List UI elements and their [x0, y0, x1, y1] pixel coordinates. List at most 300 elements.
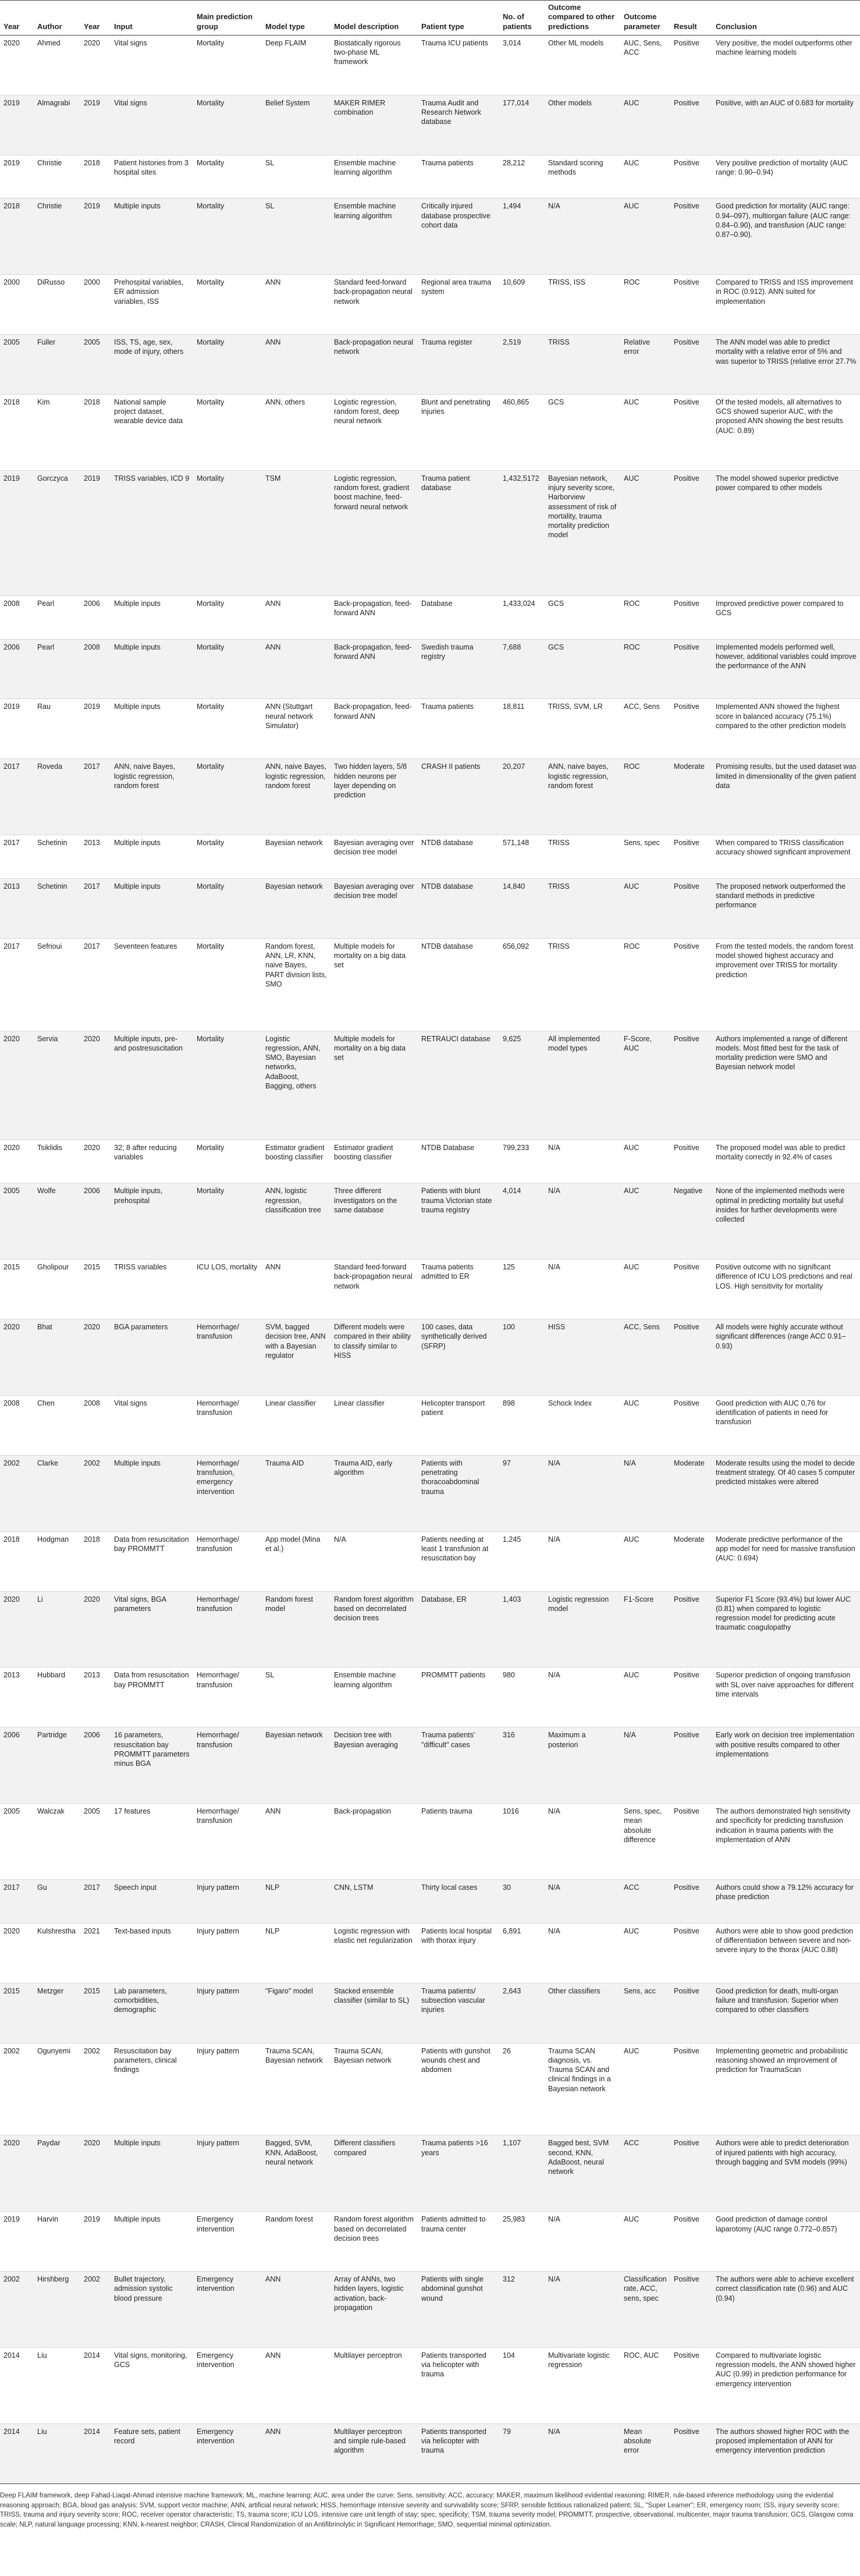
year-cell-2: 2006 — [80, 595, 111, 639]
patients-count-cell: 7,688 — [499, 639, 545, 699]
patients-count-cell: 14,840 — [499, 878, 545, 938]
author-cell: DiRusso — [34, 275, 80, 335]
table-row — [0, 2272, 860, 2348]
outcome-compared-cell: Schock Index — [545, 1395, 620, 1455]
year-cell: 2018 — [0, 1531, 34, 1591]
year-cell: 2018 — [0, 394, 34, 470]
input-cell: Prehospital variables, ER admission variables, ISS — [111, 275, 193, 335]
input-cell: Text-based inputs — [111, 1923, 193, 1983]
prediction-group-cell: Injury pattern — [193, 1983, 262, 2043]
patient-type-cell: Database — [418, 595, 499, 639]
year-cell-2: 2020 — [80, 1031, 111, 1140]
patients-count-cell: 79 — [499, 2424, 545, 2483]
outcome-parameter-cell: AUC — [620, 1259, 670, 1319]
table-row — [0, 2347, 860, 2424]
conclusion-cell: Authors could show a 79.12% accuracy for phase prediction — [712, 1879, 860, 1923]
author-cell: Roveda — [34, 759, 80, 835]
patient-type-cell: Database, ER — [418, 1591, 499, 1667]
author-cell: Hirshberg — [34, 2272, 80, 2348]
year-cell-2: 2013 — [80, 1667, 111, 1727]
year-cell-2: 2020 — [80, 1140, 111, 1183]
outcome-parameter-cell: AUC — [620, 1667, 670, 1727]
input-cell: Lab parameters, comorbidities, demographic — [111, 1983, 193, 2043]
prediction-group-cell: Mortality — [193, 95, 262, 155]
outcome-compared-cell: Other classifiers — [545, 1983, 620, 2043]
author-cell: Partridge — [34, 1727, 80, 1804]
year-cell-2: 2018 — [80, 394, 111, 470]
conclusion-cell: When compared to TRISS classification accuracy showed significant improvement — [712, 835, 860, 879]
patients-count-cell: 100 — [499, 1319, 545, 1396]
year-cell-2: 2020 — [80, 1591, 111, 1667]
outcome-parameter-cell: ROC, AUC — [620, 2347, 670, 2424]
model-type-cell: SL — [262, 1667, 331, 1727]
patients-count-cell: 1,107 — [499, 2135, 545, 2212]
model-description-cell: CNN, LSTM — [331, 1879, 418, 1923]
patients-count-cell: 104 — [499, 2347, 545, 2424]
year-cell-2: 2015 — [80, 1983, 111, 2043]
outcome-compared-cell: TRISS, SVM, LR — [545, 699, 620, 759]
outcome-parameter-cell: Sens, acc — [620, 1983, 670, 2043]
table-row — [0, 1727, 860, 1804]
result-cell: Positive — [670, 35, 712, 95]
patients-count-cell: 20,207 — [499, 759, 545, 835]
author-cell: Ogunyemi — [34, 2043, 80, 2135]
patient-type-cell: Trauma register — [418, 335, 499, 395]
conclusion-header: Conclusion — [712, 1, 860, 36]
patients-count-cell: 980 — [499, 1667, 545, 1727]
model-description-cell: Bayesian averaging over decision tree model — [331, 835, 418, 879]
model-description-cell: Stacked ensemble classifier (similar to SL) — [331, 1983, 418, 2043]
prediction-group-cell: Emergency intervention — [193, 2272, 262, 2348]
result-cell: Positive — [670, 2212, 712, 2272]
patient-type-header: Patient type — [418, 1, 499, 36]
patients-count-cell: 2,643 — [499, 1983, 545, 2043]
patient-type-cell: Patients with blunt trauma Victorian state trauma registry — [418, 1183, 499, 1259]
outcome-parameter-cell: ROC — [620, 275, 670, 335]
outcome-parameter-cell: AUC — [620, 155, 670, 198]
table-row — [0, 198, 860, 275]
model-description-cell: Linear classifier — [331, 1395, 418, 1455]
input-cell: Multiple inputs — [111, 835, 193, 879]
year-cell-2: 2019 — [80, 470, 111, 595]
result-cell: Moderate — [670, 1531, 712, 1591]
outcome-parameter-cell: ACC, Sens — [620, 699, 670, 759]
year-cell: 2020 — [0, 35, 34, 95]
outcome-parameter-cell: AUC — [620, 1395, 670, 1455]
model-description-cell: Three different investigators on the same database — [331, 1183, 418, 1259]
conclusion-cell: The proposed model was able to predict mortality correctly in 92.4% of cases — [712, 1140, 860, 1183]
result-cell: Positive — [670, 1727, 712, 1804]
patient-type-cell: Patients with penetrating thoracoabdominal trauma — [418, 1455, 499, 1531]
prediction-group-cell: Mortality — [193, 759, 262, 835]
prediction-group-cell: Mortality — [193, 1183, 262, 1259]
prediction-group-cell: Hemorrhage/ transfusion, emergency intervention — [193, 1455, 262, 1531]
patient-type-cell: Critically injured database prospective cohort data — [418, 198, 499, 275]
result-cell: Positive — [670, 1031, 712, 1140]
input-cell: BGA parameters — [111, 1319, 193, 1396]
prediction-group-cell: Mortality — [193, 275, 262, 335]
model-description-cell: Back-propagation, feed-forward ANN — [331, 699, 418, 759]
author-cell: Servia — [34, 1031, 80, 1140]
year-cell-2: 2014 — [80, 2424, 111, 2483]
patient-type-cell: Trauma patients admitted to ER — [418, 1259, 499, 1319]
year-cell-2: 2002 — [80, 1455, 111, 1531]
model-type-cell: Bayesian network — [262, 835, 331, 879]
model-description-cell: Multiple models for mortality on a big data set — [331, 1031, 418, 1140]
model-type-cell: Random forest, ANN, LR, KNN, naive Bayes, PART division lists, SMO — [262, 938, 331, 1031]
author-cell: Clarke — [34, 1455, 80, 1531]
author-cell: Liu — [34, 2347, 80, 2424]
model-description-cell: Back-propagation — [331, 1804, 418, 1880]
model-type-cell: ANN — [262, 275, 331, 335]
no-of-patients-header: No. of patients — [499, 1, 545, 36]
model-type-cell: ANN, naive Bayes, logistic regression, random forest — [262, 759, 331, 835]
outcome-parameter-cell: AUC — [620, 2043, 670, 2135]
patients-count-cell: 1,433,024 — [499, 595, 545, 639]
table-row — [0, 595, 860, 639]
year-cell-2: 2020 — [80, 1319, 111, 1396]
prediction-group-cell: Hemorrhage/ transfusion — [193, 1395, 262, 1455]
outcome-parameter-cell: ACC — [620, 2135, 670, 2212]
table-row — [0, 759, 860, 835]
year-cell: 2000 — [0, 275, 34, 335]
year-cell: 2015 — [0, 1259, 34, 1319]
outcome-parameter-cell: AUC, Sens, ACC — [620, 35, 670, 95]
conclusion-cell: Improved predictive power compared to GCS — [712, 595, 860, 639]
result-cell: Positive — [670, 2135, 712, 2212]
outcome-compared-header: Outcome compared to other predictions — [545, 1, 620, 36]
patient-type-cell: RETRAUCI database — [418, 1031, 499, 1140]
author-cell: Pearl — [34, 639, 80, 699]
input-header: Input — [111, 1, 193, 36]
author-cell: Pearl — [34, 595, 80, 639]
input-cell: TRISS variables — [111, 1259, 193, 1319]
patient-type-cell: NTDB database — [418, 938, 499, 1031]
main-prediction-group-header: Main prediction group — [193, 1, 262, 36]
model-type-cell: Linear classifier — [262, 1395, 331, 1455]
patient-type-cell: NTDB database — [418, 835, 499, 879]
conclusion-cell: From the tested models, the random forest model showed highest accuracy and improvement over TRISS for mortality prediction — [712, 938, 860, 1031]
model-description-cell: MAKER RIMER combination — [331, 95, 418, 155]
conclusion-cell: Good prediction for mortality (AUC range: 0.94–097), multiorgan failure (AUC range: 0.84–0.90), and transfusion (AUC range: 0.87–0.90). — [712, 198, 860, 275]
model-type-cell: Trauma SCAN, Bayesian network — [262, 2043, 331, 2135]
conclusion-cell: Authors were able to predict deterioration of injured patients with high accuracy, through bagging and SVM models (99%) — [712, 2135, 860, 2212]
model-type-cell: App model (Mina et al.) — [262, 1531, 331, 1591]
input-cell: Resuscitation bay parameters, clinical findings — [111, 2043, 193, 2135]
input-cell: Feature sets, patient record — [111, 2424, 193, 2483]
model-type-cell: Belief System — [262, 95, 331, 155]
conclusion-cell: Authors implemented a range of different models. Most fitted best for the task of mortality prediction were SMO and Bayesian network model — [712, 1031, 860, 1140]
result-cell: Positive — [670, 1395, 712, 1455]
patient-type-cell: PROMMTT patients — [418, 1667, 499, 1727]
model-description-cell: Ensemble machine learning algorithm — [331, 155, 418, 198]
patients-count-cell: 26 — [499, 2043, 545, 2135]
input-cell: National sample project dataset, wearable device data — [111, 394, 193, 470]
model-type-cell: SL — [262, 155, 331, 198]
model-description-cell: Back-propagation, feed-forward ANN — [331, 639, 418, 699]
year-cell: 2014 — [0, 2424, 34, 2483]
conclusion-cell: Implementing geometric and probabilistic reasoning showed an improvement of prediction for TraumaScan — [712, 2043, 860, 2135]
table-row — [0, 938, 860, 1031]
table-row — [0, 1259, 860, 1319]
author-cell: Fuller — [34, 335, 80, 395]
patients-count-cell: 1,403 — [499, 1591, 545, 1667]
author-cell: Hubbard — [34, 1667, 80, 1727]
conclusion-cell: The authors demonstrated high sensitivity and specificity for predicting transfusion indication in trauma patients with the implementation of ANN — [712, 1804, 860, 1880]
outcome-compared-cell: TRISS — [545, 835, 620, 879]
result-cell: Positive — [670, 1319, 712, 1396]
patients-count-cell: 1,432,5172 — [499, 470, 545, 595]
outcome-compared-cell: ANN, naive bayes, logistic regression, random forest — [545, 759, 620, 835]
outcome-compared-cell: Multivariate logistic regression — [545, 2347, 620, 2424]
model-description-cell: Standard feed-forward back-propagation neural network — [331, 275, 418, 335]
year-cell: 2008 — [0, 595, 34, 639]
prediction-group-cell: Mortality — [193, 470, 262, 595]
input-cell: Multiple inputs — [111, 595, 193, 639]
outcome-compared-cell: N/A — [545, 198, 620, 275]
conclusion-cell: The authors showed higher ROC with the proposed implementation of ANN for emergency intervention prediction — [712, 2424, 860, 2483]
patients-count-cell: 9,625 — [499, 1031, 545, 1140]
year-cell-2: 2021 — [80, 1923, 111, 1983]
outcome-parameter-cell: AUC — [620, 198, 670, 275]
model-type-cell: Deep FLAIM — [262, 35, 331, 95]
prediction-group-cell: Hemorrhage/ transfusion — [193, 1804, 262, 1880]
outcome-compared-cell: N/A — [545, 1183, 620, 1259]
year-cell: 2005 — [0, 1183, 34, 1259]
year-cell-2: 2006 — [80, 1183, 111, 1259]
patients-count-cell: 656,092 — [499, 938, 545, 1031]
year-cell-2: 2002 — [80, 2043, 111, 2135]
outcome-compared-cell: Other ML models — [545, 35, 620, 95]
model-type-cell: NLP — [262, 1923, 331, 1983]
outcome-parameter-cell: ACC, Sens — [620, 1319, 670, 1396]
model-type-cell: Bayesian network — [262, 878, 331, 938]
table-row — [0, 394, 860, 470]
author-cell: Schetinin — [34, 878, 80, 938]
prediction-group-cell: Hemorrhage/ transfusion — [193, 1667, 262, 1727]
year-cell: 2017 — [0, 759, 34, 835]
table-footnote: Deep FLAIM framework, deep Fahad-Liaqat-Ahmad intensive machine framework; ML, machine learning; AUC, area under the curve; Sens, sensitivity; ACC, accuracy; MAKER, maximum likelihood evidential reasoning; RIMER, rule-based inference methodology using the evidential reasoning approach; BGA, blood gas analysis; SVM, support vector machine; ANN, artificial neural network; HISS, hemorrhage intensive severity and survivability score; SFRP, sensible fictitious rationalized patient; SL, "Super Learner"; ER, emergency room; ISS, injury severity score; TRISS, trauma and injury severity score; ROC, receiver operator characteristic; TS, trauma score; ICU LOS, intensive care unit length of stay; spec, specificity; TSM, trauma severity model; PROMMTT, prospective, observational, multicenter, major trauma transfusion; GCS, Glasgow coma scale; NLP, natural language processing; KNN, k-nearest neighbor; CRASH, Clinical Randomization of an Antifibrinolytic in Significant Hemorrhage; SMO, sequential minimal optimization. — [0, 2492, 854, 2529]
outcome-compared-cell: GCS — [545, 639, 620, 699]
author-cell: Almagrabi — [34, 95, 80, 155]
result-cell: Positive — [670, 639, 712, 699]
year-cell: 2008 — [0, 1395, 34, 1455]
model-type-cell: ANN — [262, 2272, 331, 2348]
prediction-group-cell: Mortality — [193, 394, 262, 470]
result-cell: Positive — [670, 198, 712, 275]
conclusion-cell: Positive, with an AUC of 0.683 for mortality — [712, 95, 860, 155]
model-description-cell: Different classifiers compared — [331, 2135, 418, 2212]
prediction-group-cell: Mortality — [193, 335, 262, 395]
model-description-header: Model description — [331, 1, 418, 36]
author-cell: Kulshrestha — [34, 1923, 80, 1983]
author-cell: Christie — [34, 155, 80, 198]
patients-count-cell: 898 — [499, 1395, 545, 1455]
result-cell: Positive — [670, 1259, 712, 1319]
author-cell: Liu — [34, 2424, 80, 2483]
result-cell: Positive — [670, 95, 712, 155]
conclusion-cell: Positive outcome with no significant difference of ICU LOS predictions and real LOS. High sensitivity for mortality — [712, 1259, 860, 1319]
input-cell: Multiple inputs, prehospital — [111, 1183, 193, 1259]
outcome-parameter-cell: ROC — [620, 938, 670, 1031]
prediction-group-cell: Mortality — [193, 835, 262, 879]
input-cell: Multiple inputs — [111, 198, 193, 275]
result-cell: Positive — [670, 155, 712, 198]
prediction-group-cell: Hemorrhage/ transfusion — [193, 1591, 262, 1667]
prediction-group-cell: ICU LOS, mortality — [193, 1259, 262, 1319]
prediction-group-cell: Mortality — [193, 938, 262, 1031]
outcome-compared-cell: TRISS — [545, 335, 620, 395]
prediction-group-cell: Injury pattern — [193, 1923, 262, 1983]
input-cell: TRISS variables, ICD 9 — [111, 470, 193, 595]
conclusion-cell: None of the implemented methods were optimal in predicting mortality but useful insides for further developments were collected — [712, 1183, 860, 1259]
table-row — [0, 1319, 860, 1396]
conclusion-cell: Compared to multivariate logistic regression models, the ANN showed higher AUC (0.99) in prediction performance for emergency intervention — [712, 2347, 860, 2424]
year-cell: 2002 — [0, 1455, 34, 1531]
table-row — [0, 95, 860, 155]
year-cell-2: 2005 — [80, 1804, 111, 1880]
model-type-cell: ANN, others — [262, 394, 331, 470]
patient-type-cell: Trauma patients — [418, 699, 499, 759]
patients-count-cell: 18,811 — [499, 699, 545, 759]
year-cell: 2017 — [0, 938, 34, 1031]
table-row — [0, 470, 860, 595]
year-cell: 2019 — [0, 470, 34, 595]
prediction-group-cell: Emergency intervention — [193, 2347, 262, 2424]
year-cell: 2020 — [0, 1140, 34, 1183]
table-row — [0, 2135, 860, 2212]
outcome-compared-cell: N/A — [545, 1455, 620, 1531]
patients-count-cell: 1,494 — [499, 198, 545, 275]
model-description-cell: Array of ANNs, two hidden layers, logistic activation, back-propagation — [331, 2272, 418, 2348]
conclusion-cell: The model showed superior predictive power compared to other models — [712, 470, 860, 595]
outcome-parameter-cell: Sens, spec, mean absolute difference — [620, 1804, 670, 1880]
year-cell-2: 2008 — [80, 1395, 111, 1455]
year-cell-2: 2006 — [80, 1727, 111, 1804]
outcome-parameter-cell: Classification rate, ACC, sens, spec — [620, 2272, 670, 2348]
year-cell-2: 2017 — [80, 938, 111, 1031]
outcome-compared-cell: N/A — [545, 1804, 620, 1880]
author-cell: Harvin — [34, 2212, 80, 2272]
outcome-parameter-cell: ACC — [620, 1879, 670, 1923]
patients-count-cell: 1016 — [499, 1804, 545, 1880]
author-cell: Paydar — [34, 2135, 80, 2212]
patient-type-cell: Patients with single abdominal gunshot wound — [418, 2272, 499, 2348]
outcome-parameter-cell: N/A — [620, 1727, 670, 1804]
year-cell: 2017 — [0, 1879, 34, 1923]
model-description-cell: Back-propagation neural network — [331, 335, 418, 395]
author-cell: Wolfe — [34, 1183, 80, 1259]
conclusion-cell: Early work on decision tree implementation with positive results compared to other implementations — [712, 1727, 860, 1804]
input-cell: Multiple inputs, pre- and postresuscitation — [111, 1031, 193, 1140]
result-cell: Positive — [670, 1804, 712, 1880]
author-cell: Kim — [34, 394, 80, 470]
conclusion-cell: Promising results, but the used dataset was limited in dimensionality of the given patient data — [712, 759, 860, 835]
table-row — [0, 1804, 860, 1880]
prediction-group-cell: Mortality — [193, 639, 262, 699]
result-cell: Positive — [670, 2424, 712, 2483]
author-cell: Bhat — [34, 1319, 80, 1396]
patient-type-cell: Patients with gunshot wounds chest and abdomen — [418, 2043, 499, 2135]
prediction-group-cell: Mortality — [193, 155, 262, 198]
table-row — [0, 2043, 860, 2135]
year-cell: 2015 — [0, 1983, 34, 2043]
author-cell: Metzger — [34, 1983, 80, 2043]
year-cell: 2013 — [0, 1667, 34, 1727]
author-cell: Chen — [34, 1395, 80, 1455]
outcome-compared-cell: All implemented model types — [545, 1031, 620, 1140]
year-cell-2: 2020 — [80, 35, 111, 95]
year-cell-2: 2019 — [80, 95, 111, 155]
year-cell: 2002 — [0, 2043, 34, 2135]
prediction-group-cell: Injury pattern — [193, 2043, 262, 2135]
conclusion-cell: Superior F1 Score (93.4%) but lower AUC (0.81) when compared to logistic regression model for predicting acute traumatic coagulopathy — [712, 1591, 860, 1667]
patient-type-cell: Thirty local cases — [418, 1879, 499, 1923]
author-cell: Hodgman — [34, 1531, 80, 1591]
model-description-cell: Standard feed-forward back-propagation neural network — [331, 1259, 418, 1319]
patient-type-cell: CRASH II patients — [418, 759, 499, 835]
input-cell: Multiple inputs — [111, 878, 193, 938]
model-description-cell: Trauma AID, early algorithm — [331, 1455, 418, 1531]
year-cell: 2014 — [0, 2347, 34, 2424]
model-type-cell: Bayesian network — [262, 1727, 331, 1804]
year-cell: 2020 — [0, 2135, 34, 2212]
author-cell: Gu — [34, 1879, 80, 1923]
prediction-group-cell: Hemorrhage/ transfusion — [193, 1727, 262, 1804]
prediction-group-cell: Emergency intervention — [193, 2424, 262, 2483]
year-cell-2: 2019 — [80, 699, 111, 759]
table-row — [0, 1591, 860, 1667]
model-description-cell: Biostatically rigorous two-phase ML framework — [331, 35, 418, 95]
input-cell: Speech input — [111, 1879, 193, 1923]
outcome-parameter-cell: ROC — [620, 759, 670, 835]
patients-count-cell: 799,233 — [499, 1140, 545, 1183]
table-row — [0, 1923, 860, 1983]
year-cell-2: 2019 — [80, 2212, 111, 2272]
outcome-parameter-cell: Mean absolute error — [620, 2424, 670, 2483]
table-row — [0, 699, 860, 759]
outcome-parameter-cell: N/A — [620, 1455, 670, 1531]
year-cell: 2002 — [0, 2272, 34, 2348]
outcome-compared-cell: Standard scoring methods — [545, 155, 620, 198]
year-cell-2: 2019 — [80, 198, 111, 275]
patient-type-cell: 100 cases, data synthetically derived (SFRP) — [418, 1319, 499, 1396]
result-cell: Positive — [670, 878, 712, 938]
patient-type-cell: NTDB Database — [418, 1140, 499, 1183]
table-row — [0, 1879, 860, 1923]
model-type-cell: ANN — [262, 1804, 331, 1880]
table-row — [0, 2212, 860, 2272]
result-cell: Positive — [670, 699, 712, 759]
conclusion-cell: Good prediction of damage control laparotomy (AUC range 0.772–0.857) — [712, 2212, 860, 2272]
model-type-cell: ANN — [262, 1259, 331, 1319]
input-cell: 32; 8 after reducing variables — [111, 1140, 193, 1183]
model-type-cell: ANN (Stuttgart neural network Simulator) — [262, 699, 331, 759]
result-cell: Positive — [670, 1983, 712, 2043]
year-cell: 2013 — [0, 878, 34, 938]
conclusion-cell: Very positive, the model outperforms other machine learning models — [712, 35, 860, 95]
patients-count-cell: 125 — [499, 1259, 545, 1319]
result-cell: Positive — [670, 938, 712, 1031]
outcome-compared-cell: GCS — [545, 394, 620, 470]
model-type-cell: SVM, bagged decision tree, ANN with a Bayesian regulator — [262, 1319, 331, 1396]
outcome-parameter-cell: F-Score, AUC — [620, 1031, 670, 1140]
model-description-cell: Multiple models for mortality on a big data set — [331, 938, 418, 1031]
table-row — [0, 1455, 860, 1531]
outcome-parameter-cell: Sens, spec — [620, 835, 670, 879]
input-cell: Multiple inputs — [111, 2135, 193, 2212]
table-row — [0, 155, 860, 198]
